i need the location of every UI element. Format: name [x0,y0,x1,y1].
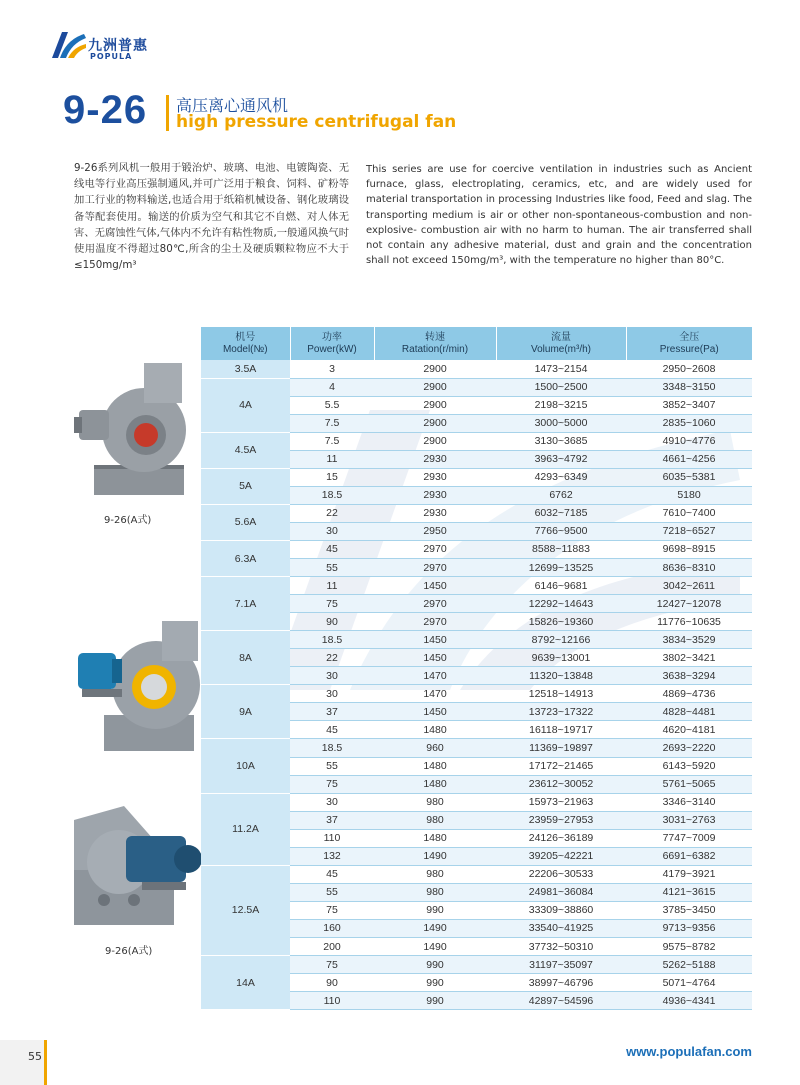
pressure-cell: 9713~9356 [626,919,752,937]
volume-cell: 13723~17322 [496,703,626,721]
spec-table-body [201,360,752,1010]
rotation-cell: 2930 [374,468,496,486]
page-number-accent [44,1040,47,1085]
power-cell: 55 [290,559,374,577]
pressure-cell: 12427~12078 [626,595,752,613]
power-cell: 22 [290,504,374,522]
title-cn: 高压离心通风机 [176,96,289,115]
rotation-cell: 2970 [374,559,496,577]
header-volume: 流量 Volume(m³/h) [496,327,626,360]
table-row [201,793,752,811]
pressure-cell: 4661~4256 [626,450,752,468]
photo-caption-1: 9-26(A式) [104,515,152,526]
table-row [201,540,752,558]
table-row [201,504,752,522]
rotation-cell: 2900 [374,378,496,396]
model-cell: 7.1A [201,577,290,631]
volume-cell: 23959~27953 [496,811,626,829]
pressure-cell: 3802~3421 [626,649,752,667]
model-cell: 8A [201,631,290,685]
power-cell: 37 [290,703,374,721]
volume-cell: 37732~50310 [496,938,626,956]
model-cell: 11.2A [201,793,290,865]
volume-cell: 6146~9681 [496,577,626,595]
volume-cell: 3963~4792 [496,450,626,468]
spec-table [201,327,752,1010]
pressure-cell: 3785~3450 [626,901,752,919]
volume-cell: 9639~13001 [496,649,626,667]
power-cell: 75 [290,595,374,613]
power-cell: 75 [290,956,374,974]
rotation-cell: 2900 [374,432,496,450]
rotation-cell: 2970 [374,595,496,613]
rotation-cell: 2930 [374,486,496,504]
pressure-cell: 5071~4764 [626,974,752,992]
rotation-cell: 2930 [374,504,496,522]
header-model: 机号 Model(№) [201,327,290,360]
pressure-cell: 11776~10635 [626,613,752,631]
model-cell: 5.6A [201,504,290,540]
pressure-cell: 4179~3921 [626,865,752,883]
pressure-cell: 6143~5920 [626,757,752,775]
fan-photo-grey-blue-motor-icon [64,800,204,935]
volume-cell: 2198~3215 [496,396,626,414]
description-cn: 9-26系列风机一般用于锻治炉、玻璃、电池、电镀陶瓷、无线电等行业高压强制通风,并可广泛用于粮食、饲料、矿粉等加工行业的物料输送,也适合用于纸箱机械设备、钢化玻璃设备等配套使用。输送的价质为空气和其它不自燃、对人体无害、无腐蚀性气体,气体内不允许有粘性物质,一般通风换气时使用温度不得超过80℃,所含的尘土及硬质颗粒物应不大于≤150mg/m³ [74,162,349,272]
power-cell: 18.5 [290,486,374,504]
model-cell: 10A [201,739,290,793]
header-pressure: 全压 Pressure(Pa) [626,327,752,360]
pressure-cell: 3346~3140 [626,793,752,811]
volume-cell: 8792~12166 [496,631,626,649]
spec-table-container [201,327,752,1010]
rotation-cell: 990 [374,992,496,1010]
pressure-cell: 5262~5188 [626,956,752,974]
volume-cell: 42897~54596 [496,992,626,1010]
model-cell: 4.5A [201,432,290,468]
model-cell: 3.5A [201,360,290,378]
volume-cell: 12518~14913 [496,685,626,703]
pressure-cell: 5180 [626,486,752,504]
model-cell: 6.3A [201,540,290,576]
volume-cell: 15973~21963 [496,793,626,811]
volume-cell: 12292~14643 [496,595,626,613]
volume-cell: 23612~30052 [496,775,626,793]
model-cell: 14A [201,956,290,1010]
volume-cell: 4293~6349 [496,468,626,486]
pressure-cell: 2835~1060 [626,414,752,432]
rotation-cell: 2900 [374,360,496,378]
brand-name-en: POPULA [90,52,133,61]
rotation-cell: 1480 [374,721,496,739]
table-row [201,631,752,649]
pressure-cell: 4620~4181 [626,721,752,739]
title-divider [166,95,169,131]
pressure-cell: 3834~3529 [626,631,752,649]
power-cell: 75 [290,775,374,793]
website-link[interactable]: www.populafan.com [626,1044,752,1059]
volume-cell: 33309~38860 [496,901,626,919]
table-row [201,360,752,378]
rotation-cell: 990 [374,956,496,974]
pressure-cell: 7747~7009 [626,829,752,847]
pressure-cell: 4121~3615 [626,883,752,901]
power-cell: 45 [290,540,374,558]
rotation-cell: 1490 [374,847,496,865]
volume-cell: 11369~19897 [496,739,626,757]
power-cell: 30 [290,667,374,685]
power-cell: 18.5 [290,631,374,649]
power-cell: 37 [290,811,374,829]
power-cell: 15 [290,468,374,486]
rotation-cell: 2900 [374,396,496,414]
power-cell: 55 [290,757,374,775]
model-cell: 4A [201,378,290,432]
power-cell: 110 [290,829,374,847]
rotation-cell: 980 [374,883,496,901]
table-row [201,685,752,703]
brand-name-cn: 九洲普惠 [88,38,148,54]
power-cell: 4 [290,378,374,396]
rotation-cell: 960 [374,739,496,757]
pressure-cell: 7218~6527 [626,522,752,540]
rotation-cell: 1470 [374,667,496,685]
table-row [201,468,752,486]
pressure-cell: 9698~8915 [626,540,752,558]
pressure-cell: 7610~7400 [626,504,752,522]
power-cell: 30 [290,793,374,811]
power-cell: 7.5 [290,414,374,432]
rotation-cell: 2950 [374,522,496,540]
pressure-cell: 4869~4736 [626,685,752,703]
power-cell: 30 [290,522,374,540]
volume-cell: 8588~11883 [496,540,626,558]
rotation-cell: 1480 [374,775,496,793]
pressure-cell: 6035~5381 [626,468,752,486]
header-power: 功率 Power(kW) [290,327,374,360]
table-row [201,865,752,883]
pressure-cell: 6691~6382 [626,847,752,865]
rotation-cell: 980 [374,793,496,811]
power-cell: 75 [290,901,374,919]
power-cell: 160 [290,919,374,937]
rotation-cell: 1480 [374,829,496,847]
power-cell: 11 [290,450,374,468]
rotation-cell: 1490 [374,938,496,956]
rotation-cell: 980 [374,811,496,829]
volume-cell: 12699~13525 [496,559,626,577]
volume-cell: 3000~5000 [496,414,626,432]
model-cell: 5A [201,468,290,504]
title-en: high pressure centrifugal fan [176,112,457,132]
table-row [201,577,752,595]
table-row [201,739,752,757]
model-cell: 9A [201,685,290,739]
rotation-cell: 990 [374,974,496,992]
rotation-cell: 1480 [374,757,496,775]
power-cell: 22 [290,649,374,667]
description-en: This series are use for coercive ventilation in industries such as Ancient furnace, glass, electroplating, ceramics, etc, and are widely used for material transportation in processing Industries like food, Feed and slag. The transporting medium is air or other non-spontaneous-combustion and non-explosive- combustion air with no harm to human. The air transferred shall not contain any adhesive material, dust and grain and the concentration shall not exceed 150mg/m³, with the temperature no higher than 80°C. [366,164,752,267]
volume-cell: 1473~2154 [496,360,626,378]
photo-caption-2: 9-26(A式) [105,946,153,957]
volume-cell: 16118~19717 [496,721,626,739]
volume-cell: 33540~41925 [496,919,626,937]
volume-cell: 1500~2500 [496,378,626,396]
table-header-row [201,327,752,360]
rotation-cell: 1470 [374,685,496,703]
power-cell: 55 [290,883,374,901]
pressure-cell: 3852~3407 [626,396,752,414]
pressure-cell: 4910~4776 [626,432,752,450]
pressure-cell: 5761~5065 [626,775,752,793]
power-cell: 45 [290,865,374,883]
volume-cell: 3130~3685 [496,432,626,450]
table-row [201,432,752,450]
page-number: 55 [28,1050,42,1063]
power-cell: 30 [290,685,374,703]
rotation-cell: 2930 [374,450,496,468]
power-cell: 18.5 [290,739,374,757]
power-cell: 90 [290,613,374,631]
pressure-cell: 9575~8782 [626,938,752,956]
model-heading: 9-26 [63,88,148,132]
pressure-cell: 3638~3294 [626,667,752,685]
brand-logo [48,28,168,64]
pressure-cell: 8636~8310 [626,559,752,577]
volume-cell: 24126~36189 [496,829,626,847]
model-cell: 12.5A [201,865,290,955]
rotation-cell: 1450 [374,649,496,667]
power-cell: 200 [290,938,374,956]
rotation-cell: 990 [374,901,496,919]
pressure-cell: 2950~2608 [626,360,752,378]
volume-cell: 15826~19360 [496,613,626,631]
table-row [201,378,752,396]
rotation-cell: 1450 [374,577,496,595]
pressure-cell: 4828~4481 [626,703,752,721]
volume-cell: 6762 [496,486,626,504]
volume-cell: 11320~13848 [496,667,626,685]
power-cell: 7.5 [290,432,374,450]
power-cell: 132 [290,847,374,865]
fan-photo-grey-icon [74,355,194,505]
volume-cell: 7766~9500 [496,522,626,540]
volume-cell: 22206~30533 [496,865,626,883]
pressure-cell: 3042~2611 [626,577,752,595]
popula-logo-icon [48,28,88,64]
rotation-cell: 2970 [374,613,496,631]
fan-photo-blue-motor-icon [74,615,202,755]
volume-cell: 6032~7185 [496,504,626,522]
volume-cell: 31197~35097 [496,956,626,974]
pressure-cell: 2693~2220 [626,739,752,757]
volume-cell: 17172~21465 [496,757,626,775]
pressure-cell: 3348~3150 [626,378,752,396]
rotation-cell: 2900 [374,414,496,432]
pressure-cell: 3031~2763 [626,811,752,829]
volume-cell: 38997~46796 [496,974,626,992]
volume-cell: 39205~42221 [496,847,626,865]
rotation-cell: 1450 [374,703,496,721]
power-cell: 45 [290,721,374,739]
power-cell: 11 [290,577,374,595]
rotation-cell: 980 [374,865,496,883]
rotation-cell: 1450 [374,631,496,649]
power-cell: 3 [290,360,374,378]
power-cell: 5.5 [290,396,374,414]
table-row [201,956,752,974]
rotation-cell: 1490 [374,919,496,937]
volume-cell: 24981~36084 [496,883,626,901]
rotation-cell: 2970 [374,540,496,558]
pressure-cell: 4936~4341 [626,992,752,1010]
power-cell: 110 [290,992,374,1010]
header-rotation: 转速 Ratation(r/min) [374,327,496,360]
power-cell: 90 [290,974,374,992]
